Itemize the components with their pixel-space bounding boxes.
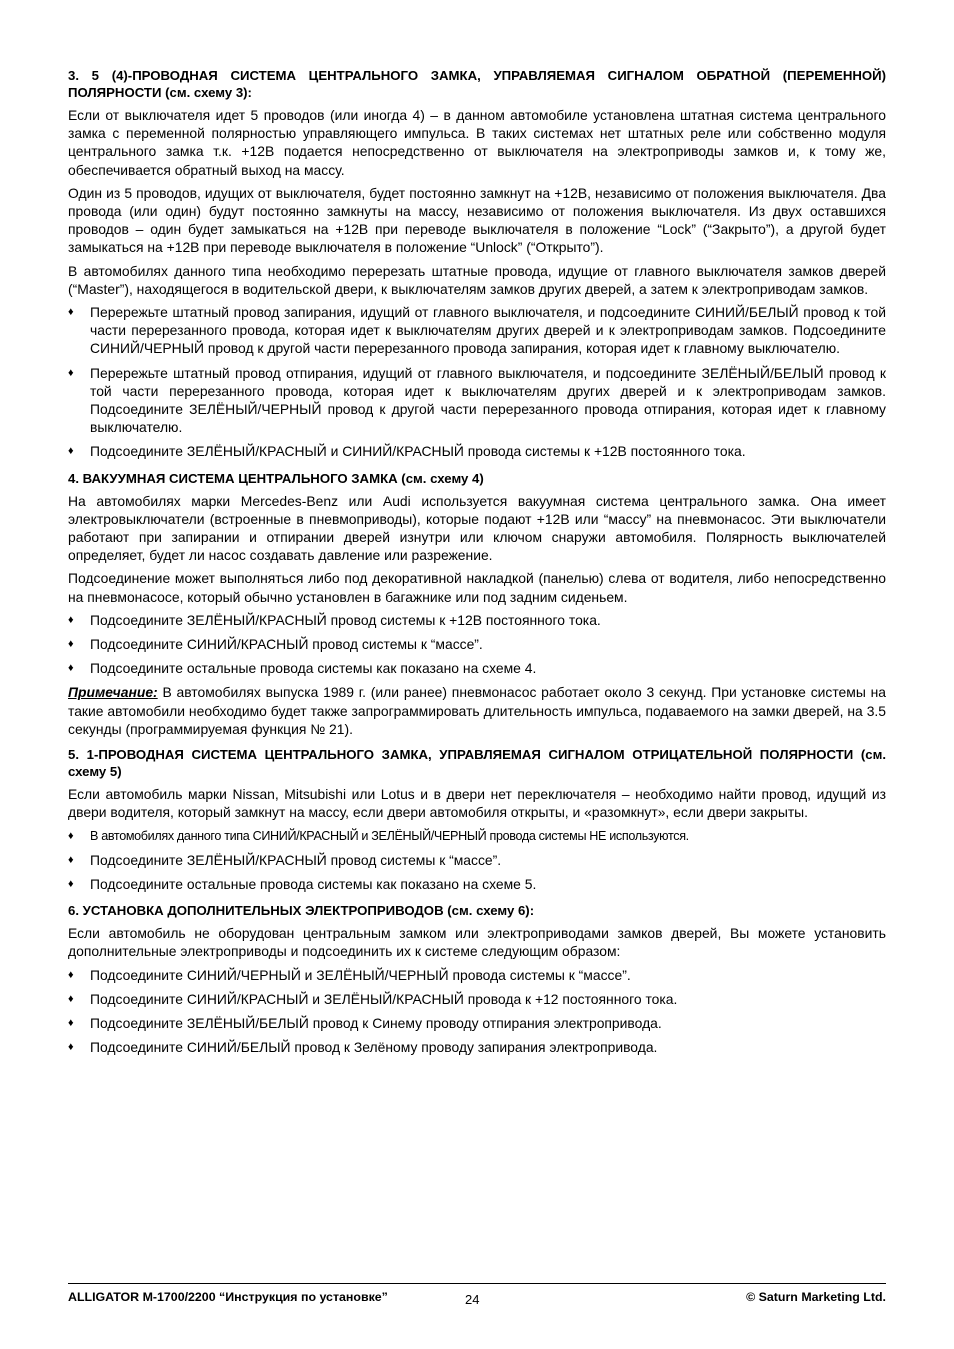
list-item-text: Перережьте штатный провод отпирания, идущий от главного выключателя, и подсоедините ЗЕЛЁНЫЙ/БЕЛЫЙ провод к той части перерезанного провода, которая идет к выключателям других дверей и к электроприводам замков. Подсоедините ЗЕЛЁНЫЙ/ЧЕРНЫЙ провод к другой части перерезанного провода отпирания, которая идет к главному выключателю. bbox=[90, 364, 886, 436]
diamond-bullet-icon: ♦ bbox=[68, 1041, 74, 1054]
section-4-paragraph: Подсоединение может выполняться либо под декоративной накладкой (панелью) слева от водителя, либо непосредственно на пневмонасосе, который обычно установлен в багажнике или под задним сиденьем. bbox=[68, 570, 886, 605]
section-3-title: 3. 5 (4)-ПРОВОДНАЯ СИСТЕМА ЦЕНТРАЛЬНОГО ЗАМКА, УПРАВЛЯЕМАЯ СИГНАЛОМ ОБРАТНОЙ (ПЕРЕМЕННОЙ) ПОЛЯРНОСТИ (см. схему 3): bbox=[68, 68, 886, 100]
section-5-paragraph: Если автомобиль марки Nissan, Mitsubishi или Lotus и в двери нет переключателя – необходимо найти провод, идущий из двери водителя, который замкнут на массу, если двери автомобиля открыты, и «разомкнут», если двери закрыты. bbox=[68, 786, 886, 821]
diamond-bullet-icon: ♦ bbox=[68, 306, 74, 319]
page-footer bbox=[68, 1283, 886, 1307]
list-item-text: Подсоедините ЗЕЛЁНЫЙ/КРАСНЫЙ и СИНИЙ/КРАСНЫЙ провода системы к +12В постоянного тока. bbox=[90, 443, 746, 460]
section-4-note bbox=[68, 683, 886, 738]
diamond-bullet-icon: ♦ bbox=[68, 613, 74, 626]
list-item bbox=[68, 611, 886, 629]
list-item-text: Подсоедините СИНИЙ/БЕЛЫЙ провод к Зелёному проводу запирания электропривода. bbox=[90, 1039, 658, 1056]
diamond-bullet-icon: ♦ bbox=[68, 638, 74, 651]
list-item bbox=[68, 303, 886, 358]
section-5-bullet-list bbox=[68, 827, 886, 894]
list-item-text: Подсоедините СИНИЙ/КРАСНЫЙ провод системы к “массе”. bbox=[90, 636, 483, 653]
list-item bbox=[68, 635, 886, 653]
diamond-bullet-icon: ♦ bbox=[68, 366, 74, 379]
list-item bbox=[68, 990, 886, 1008]
section-4-title: 4. ВАКУУМНАЯ СИСТЕМА ЦЕНТРАЛЬНОГО ЗАМКА (см. схему 4) bbox=[68, 470, 484, 486]
list-item bbox=[68, 442, 886, 460]
list-item bbox=[68, 364, 886, 437]
note-label: Примечание: bbox=[68, 684, 158, 701]
section-6-title: 6. УСТАНОВКА ДОПОЛНИТЕЛЬНЫХ ЭЛЕКТРОПРИВОДОВ (см. схему 6): bbox=[68, 903, 535, 919]
list-item bbox=[68, 1038, 886, 1056]
list-item-text: Подсоедините ЗЕЛЁНЫЙ/КРАСНЫЙ провод системы к “массе”. bbox=[90, 851, 502, 868]
list-item bbox=[68, 966, 886, 984]
section-3-paragraph: Если от выключателя идет 5 проводов (или иногда 4) – в данном автомобиле установлена штатная система центрального замка с переменной полярностью управляющего импульса. В таких системах нет штатных реле или собственно модуля центрального замка т.к. +12В подается непосредственно от выключателя на электроприводы замков и, к тому же, обеспечивается обратный выход на массу. bbox=[68, 107, 886, 178]
list-item bbox=[68, 1014, 886, 1032]
list-item-text: Подсоедините ЗЕЛЁНЫЙ/БЕЛЫЙ провод к Синему проводу отпирания электропривода. bbox=[90, 1014, 662, 1031]
diamond-bullet-icon: ♦ bbox=[68, 992, 74, 1005]
note-text: В автомобилях выпуска 1989 г. (или ранее) пневмонасос работает около 3 секунд. При установке системы на такие автомобили необходимо будет также запрограммировать длительность импульса, подаваемого на замки дверей, на 3.5 секунды (программируемая функция № 21). bbox=[68, 684, 886, 737]
diamond-bullet-icon: ♦ bbox=[68, 1016, 74, 1029]
list-item-text: В автомобилях данного типа СИНИЙ/КРАСНЫЙ и ЗЕЛЁНЫЙ/ЧЕРНЫЙ провода системы НЕ используются. bbox=[90, 828, 689, 843]
list-item bbox=[68, 659, 886, 677]
list-item-text: Подсоедините ЗЕЛЁНЫЙ/КРАСНЫЙ провод системы к +12В постоянного тока. bbox=[90, 611, 601, 628]
section-4-bullet-list bbox=[68, 611, 886, 678]
section-3-bullet-list bbox=[68, 303, 886, 461]
list-item bbox=[68, 875, 886, 893]
footer-copyright: © Saturn Marketing Ltd. bbox=[746, 1290, 886, 1304]
diamond-bullet-icon: ♦ bbox=[68, 662, 74, 675]
list-item bbox=[68, 851, 886, 869]
document-page bbox=[68, 67, 886, 1062]
diamond-bullet-icon: ♦ bbox=[68, 445, 74, 458]
diamond-bullet-icon: ♦ bbox=[68, 853, 74, 866]
list-item-text: Подсоедините остальные провода системы как показано на схеме 4. bbox=[90, 660, 537, 677]
section-6-paragraph: Если автомобиль не оборудован центральным замком или электроприводами замков дверей, Вы можете установить дополнительные электроприводы и подсоединить их к системе следующим образом: bbox=[68, 925, 886, 960]
diamond-bullet-icon: ♦ bbox=[68, 829, 74, 842]
list-item-text: Подсоедините СИНИЙ/ЧЕРНЫЙ и ЗЕЛЁНЫЙ/ЧЕРНЫЙ провода системы к “массе”. bbox=[90, 966, 631, 983]
section-3-paragraph: В автомобилях данного типа необходимо перерезать штатные провода, идущие от главного выключателя замков дверей (“Master”), находящегося в водительской двери, к выключателям замков других дверей, а затем к электроприводам замков. bbox=[68, 262, 886, 297]
section-3-paragraph: Один из 5 проводов, идущих от выключателя, будет постоянно замкнут на +12В, независимо от положения выключателя. Два провода (или один) будут постоянно замкнуты на массу, независимо от положения выключателя. Из двух оставшихся проводов – один будет замыкаться на +12В при переводе выключателя в положение “Lock” (“Закрыто”), а другой будет замыкаться на +12В при переводе выключателя в положение “Unlock” (“Открыто”). bbox=[68, 184, 886, 256]
section-6-bullet-list bbox=[68, 966, 886, 1057]
list-item bbox=[68, 827, 886, 845]
list-item-text: Подсоедините остальные провода системы как показано на схеме 5. bbox=[90, 875, 537, 892]
section-5-title: 5. 1-ПРОВОДНАЯ СИСТЕМА ЦЕНТРАЛЬНОГО ЗАМКА, УПРАВЛЯЕМАЯ СИГНАЛОМ ОТРИЦАТЕЛЬНОЙ ПОЛЯРНОСТИ (см. схему 5) bbox=[68, 747, 886, 780]
list-item-text: Перережьте штатный провод запирания, идущий от главного выключателя, и подсоедините СИНИЙ/БЕЛЫЙ провод к той части перерезанного провода, которая идет к выключателям других дверей и к электроприводам замков. Подсоедините СИНИЙ/ЧЕРНЫЙ провод к другой части перерезанного провода запирания, которая идет к главному выключателю. bbox=[90, 304, 886, 357]
footer-document-title: ALLIGATOR M-1700/2200 “Инструкция по установке” bbox=[68, 1290, 388, 1304]
list-item-text: Подсоедините СИНИЙ/КРАСНЫЙ и ЗЕЛЁНЫЙ/КРАСНЫЙ провода к +12 постоянного тока. bbox=[90, 990, 678, 1007]
page-number: 24 bbox=[465, 1292, 480, 1307]
diamond-bullet-icon: ♦ bbox=[68, 968, 74, 981]
diamond-bullet-icon: ♦ bbox=[68, 877, 74, 890]
section-4-paragraph: На автомобилях марки Mercedes-Benz или Audi используется вакуумная система центрального замка. Она имеет электровыключатели (встроенные в пневмоприводы), которые подают +12В или “массу” на пневмонасос. Эти выключатели работают при запирании и отпирании дверей изнутри или ключом снаружи автомобиля. Полярность выключателей определяет, будет ли насос создавать давление или разрежение. bbox=[68, 492, 886, 564]
